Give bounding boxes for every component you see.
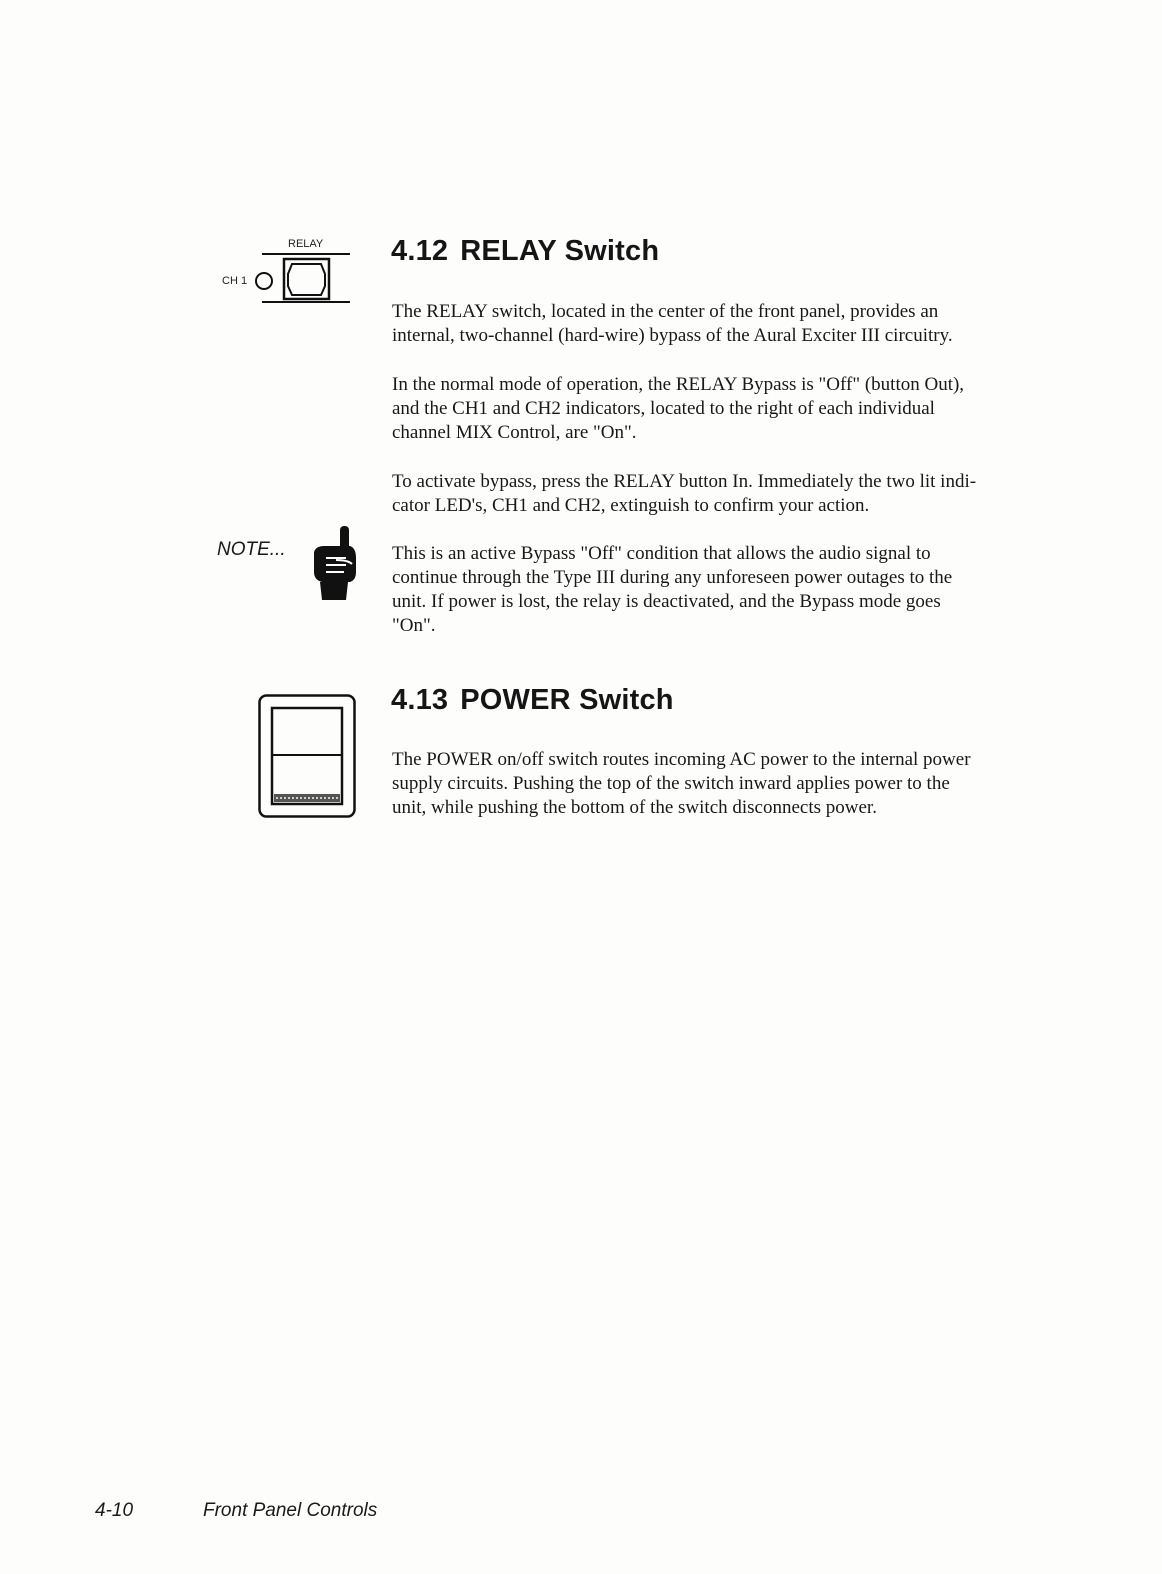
section-4-12-heading (391, 235, 659, 268)
footer-page-number: 4-10 (95, 1500, 134, 1521)
section-4-12-number: 4.12 (391, 235, 449, 267)
paragraph-line: In the normal mode of operation, the RELAY Bypass is "Off" (button Out), (392, 374, 965, 395)
power-switch-icon (258, 694, 356, 818)
paragraph-line: continue through the Type III during any unforeseen power outages to the (392, 567, 953, 588)
section-4-13-heading (391, 684, 674, 717)
relay-switch-illustration (218, 234, 358, 306)
relay-icon-label: RELAY (288, 238, 324, 250)
relay-paragraph-2 (392, 373, 964, 445)
paragraph-line: To activate bypass, press the RELAY button In. Immediately the two lit indi- (392, 471, 977, 492)
section-4-13-number: 4.13 (391, 684, 449, 716)
paragraph-line: "On". (392, 615, 436, 636)
paragraph-line: This is an active Bypass "Off" condition that allows the audio signal to (392, 543, 931, 564)
section-4-12-title: RELAY Switch (460, 235, 660, 267)
paragraph-line: unit, while pushing the bottom of the switch disconnects power. (392, 797, 877, 818)
relay-paragraph-1 (392, 300, 953, 348)
paragraph-line: supply circuits. Pushing the top of the switch inward applies power to the (392, 773, 950, 794)
paragraph-line: The RELAY switch, located in the center of the front panel, provides an (392, 301, 939, 322)
paragraph-line: The POWER on/off switch routes incoming AC power to the internal power (392, 749, 971, 770)
paragraph-line: cator LED's, CH1 and CH2, extinguish to confirm your action. (392, 495, 870, 516)
relay-paragraph-4 (392, 542, 952, 638)
relay-paragraph-3 (392, 470, 976, 518)
ch1-icon-label: CH 1 (222, 275, 248, 287)
section-4-13-title: POWER Switch (460, 684, 674, 716)
power-paragraph-1 (392, 748, 971, 820)
paragraph-line: internal, two-channel (hard-wire) bypass of the Aural Exciter III circuitry. (392, 325, 953, 346)
paragraph-line: channel MIX Control, are "On". (392, 422, 637, 443)
pointing-hand-icon (306, 524, 358, 602)
footer-section-name: Front Panel Controls (203, 1500, 378, 1521)
note-label: NOTE... (217, 539, 286, 560)
paragraph-line: unit. If power is lost, the relay is deactivated, and the Bypass mode goes (392, 591, 941, 612)
paragraph-line: and the CH1 and CH2 indicators, located to the right of each individual (392, 398, 935, 419)
relay-button-icon (218, 234, 358, 306)
